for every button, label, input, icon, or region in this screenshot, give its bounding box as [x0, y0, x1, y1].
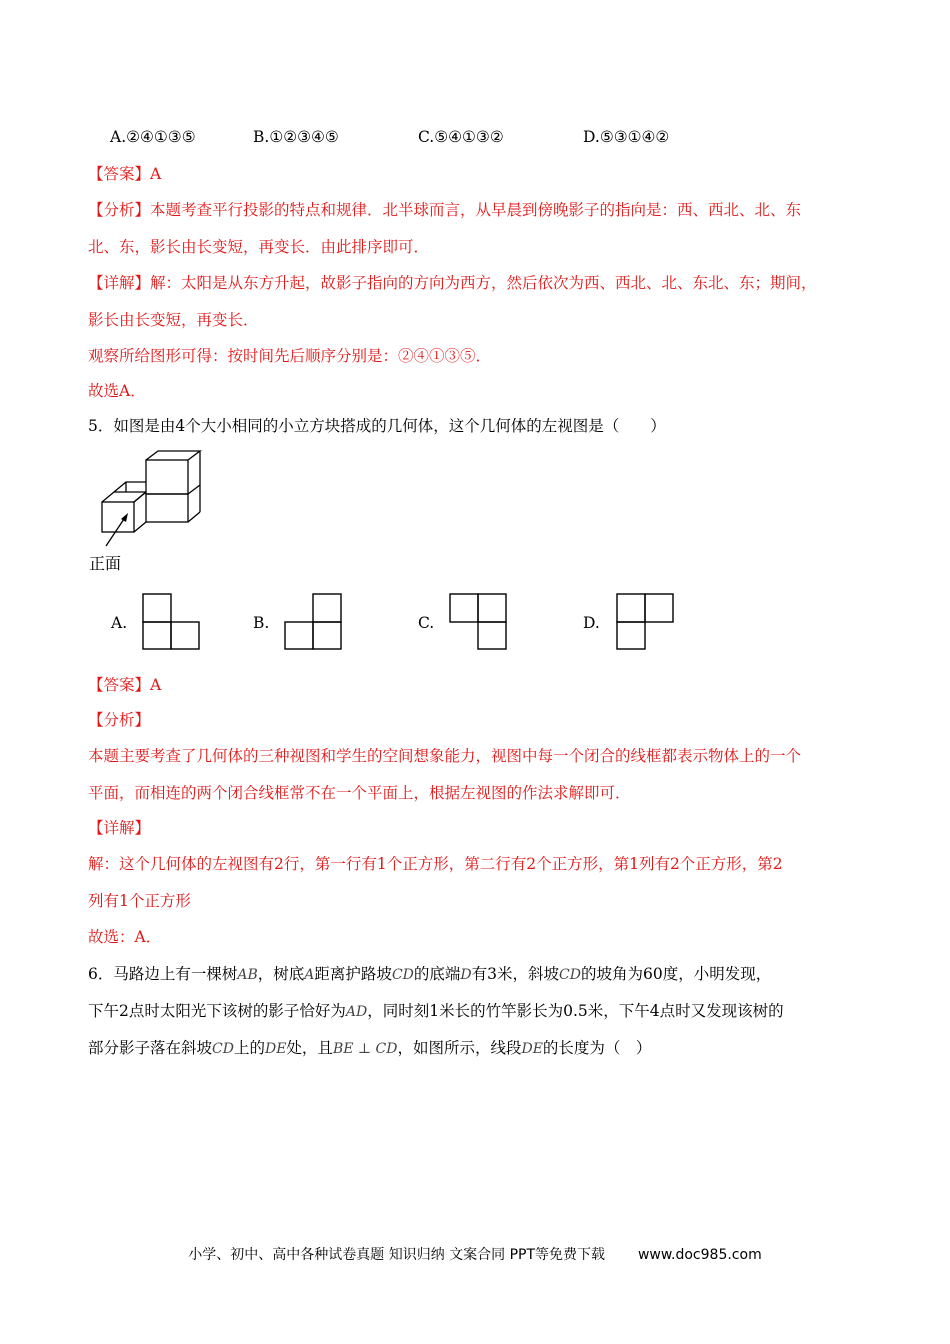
q4-choice-b: B.①②③④⑤ [253, 128, 339, 146]
q5-detail-tag: 【详解】 [88, 819, 151, 837]
q5-answer: 【答案】A [88, 676, 162, 694]
q5-detail-2: 列有1个正方形 [88, 892, 191, 910]
q5-option-a-label: A. [111, 614, 128, 632]
q4-choice-d: D.⑤③①④② [583, 128, 670, 146]
q6-stem-line-2: 下午2点时太阳光下该树的影子恰好为AD，同时刻1米长的竹竿影长为0.5米，下午4点时又发现该树的 [88, 1002, 784, 1020]
front-label: 正面 [89, 554, 122, 573]
footer-url[interactable]: www.doc985.com [637, 1247, 762, 1263]
q5-analysis-1: 本题主要考查了几何体的三种视图和学生的空间想象能力，视图中每一个闭合的线框都表示物体上的一个 [88, 747, 802, 765]
arrow-icon [100, 510, 140, 550]
page-footer [0, 1244, 950, 1264]
q5-option-b-label: B. [253, 614, 270, 632]
q4-answer: 【答案】A [88, 165, 162, 183]
footer-text: 小学、初中、高中各种试卷真题 知识归纳 文案合同 PPT等免费下载 [188, 1247, 606, 1263]
q4-detail-2: 影长由长变短，再变长． [88, 311, 259, 329]
q4-choice-a: A.②④①③⑤ [110, 128, 196, 146]
q4-conclusion: 故选A． [88, 382, 146, 400]
q6-stem-line-3: 部分影子落在斜坡CD上的DE处，且BE ⊥ CD，如图所示，线段DE的长度为（ ） [88, 1039, 652, 1057]
q5-stem: 5．如图是由4个大小相同的小立方块搭成的几何体，这个几何体的左视图是（ ） [88, 417, 666, 435]
q5-option-a-figure [140, 592, 202, 652]
q5-option-c-figure [447, 592, 509, 652]
q5-option-b-figure [282, 592, 344, 652]
q5-analysis-tag: 【分析】 [88, 711, 151, 729]
q4-choice-c: C.⑤④①③② [418, 128, 504, 146]
q5-analysis-2: 平面，而相连的两个闭合线框常不在一个平面上，根据左视图的作法求解即可． [88, 784, 631, 802]
q4-analysis-1: 【分析】本题考查平行投影的特点和规律．北半球而言，从早晨到傍晚影子的指向是：西、西北、北、东 [88, 201, 802, 219]
q5-option-c-label: C. [418, 614, 435, 632]
q4-choices [0, 128, 950, 150]
q6-stem-line-1: 6．马路边上有一棵树AB，树底A距离护路坡CD的底端D有3米，斜坡CD的坡角为60度，小明发现， [88, 965, 772, 983]
q5-detail-1: 解：这个几何体的左视图有2行，第一行有1个正方形，第二行有2个正方形，第1列有2个正方形，第2 [88, 855, 783, 873]
q5-option-d-figure [614, 592, 676, 652]
q4-analysis-2: 北、东，影长由长变短，再变长．由此排序即可． [88, 238, 430, 256]
q4-detail-3: 观察所给图形可得：按时间先后顺序分别是：②④①③⑤． [88, 347, 492, 365]
q5-conclusion: 故选：A． [88, 928, 162, 946]
q5-option-d-label: D. [583, 614, 600, 632]
q4-detail-1: 【详解】解：太阳是从东方升起，故影子指向的方向为西方，然后依次为西、西北、北、东北、东；期间， [88, 274, 817, 292]
